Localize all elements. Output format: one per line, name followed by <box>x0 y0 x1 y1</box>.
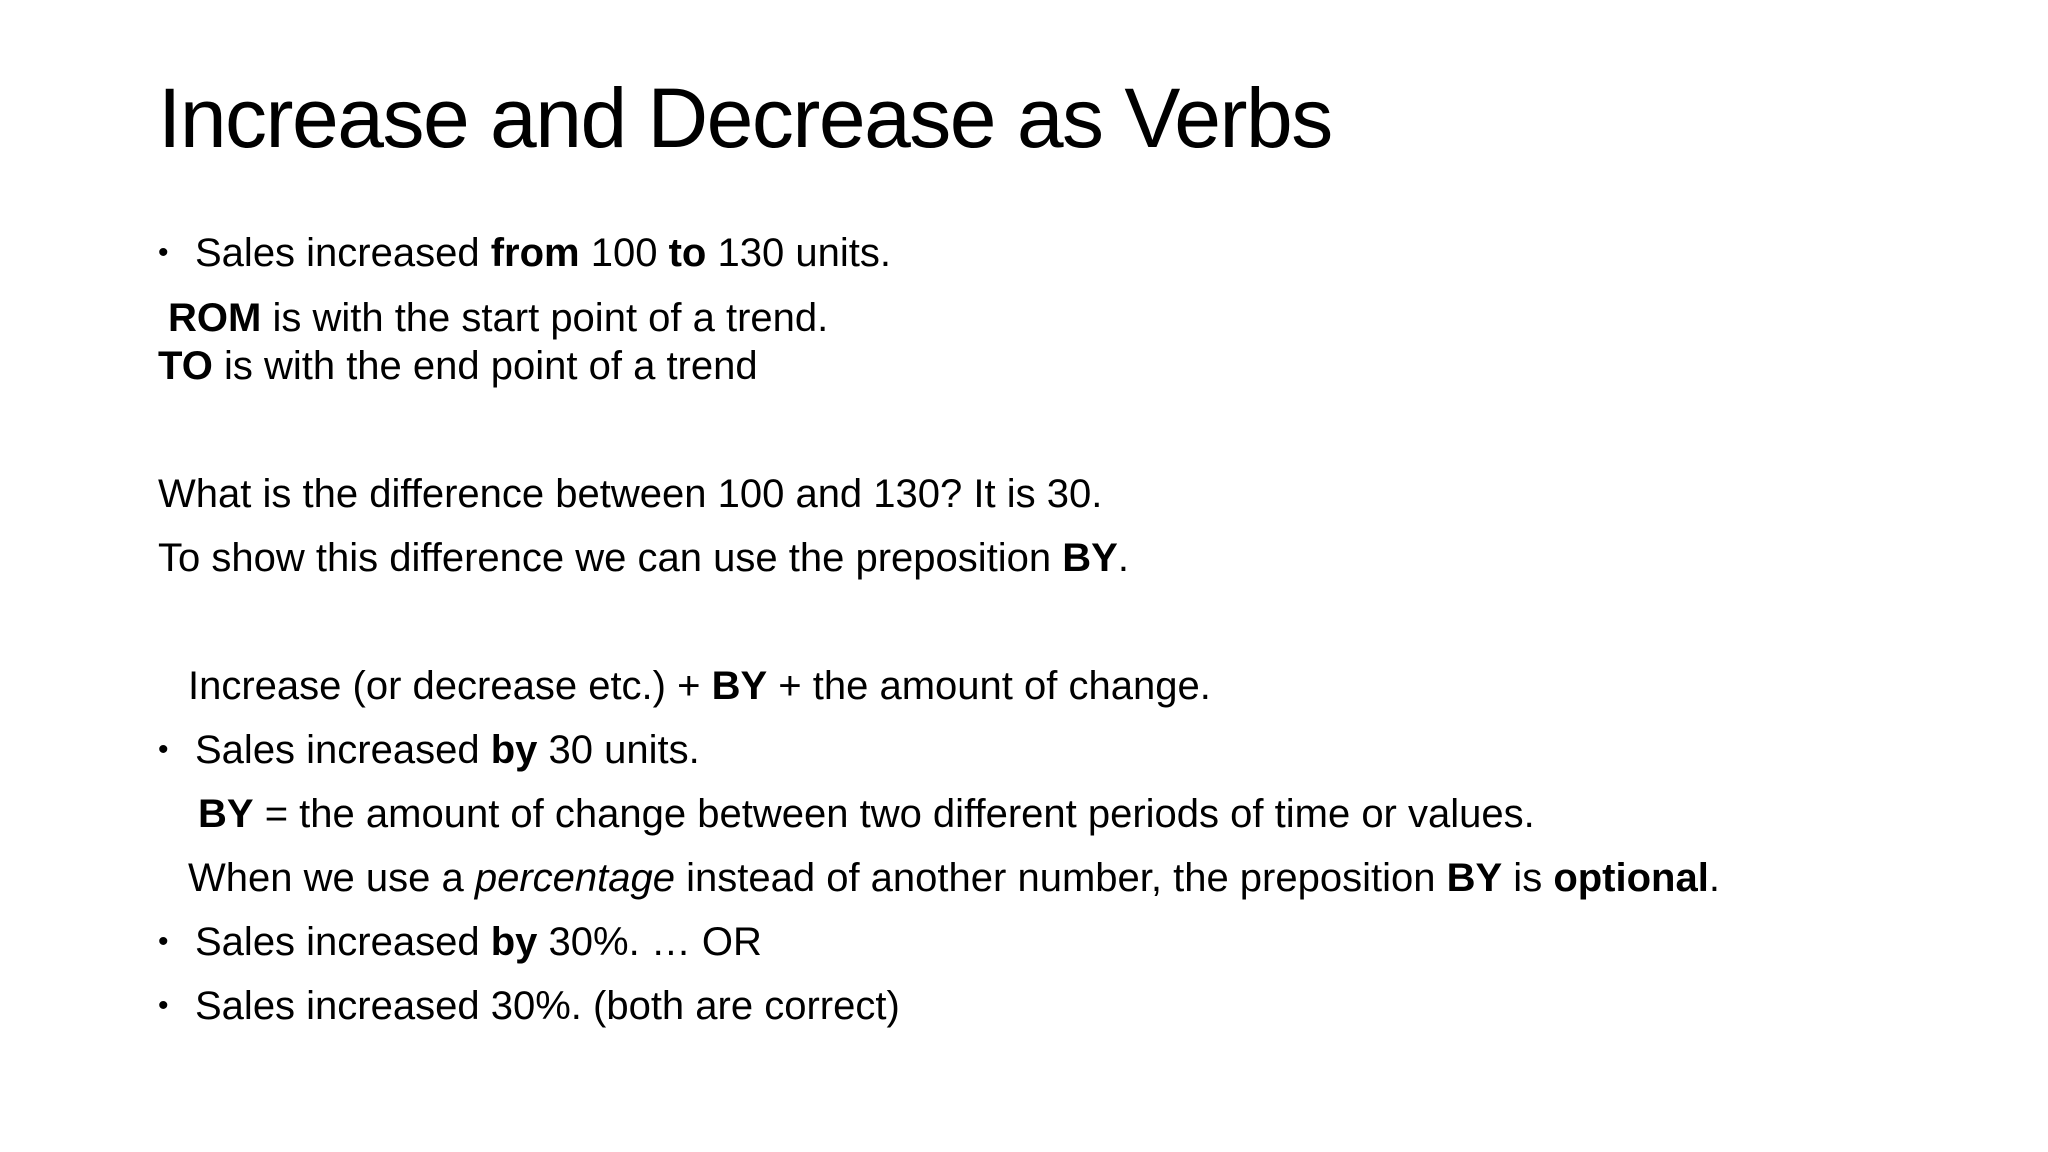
text-run: 100 <box>579 231 669 275</box>
bullet-by-units <box>195 725 700 775</box>
text-run: Increase (or decrease etc.) + <box>188 664 712 708</box>
bold-rom: ROM <box>168 296 262 340</box>
bold-optional: optional <box>1553 856 1709 900</box>
bold-from: from <box>490 231 580 275</box>
text-run: + the amount of change. <box>767 664 1211 708</box>
percentage-line <box>188 853 1720 903</box>
bold-by: by <box>490 920 538 964</box>
bold-by: by <box>490 728 538 772</box>
text-run: Sales increased <box>195 231 491 275</box>
text-run: 30 units. <box>537 728 700 772</box>
bullet-by-percent <box>195 917 762 967</box>
italic-percentage: percentage <box>474 856 675 900</box>
by-preposition-line <box>158 533 1129 583</box>
bullet-marker: • <box>158 236 169 269</box>
bold-to: TO <box>158 344 213 388</box>
text-run: = the amount of change between two different periods of time or values. <box>253 792 1535 836</box>
slide-title: Increase and Decrease as Verbs <box>158 71 1332 165</box>
text-run: instead of another number, the preposition <box>674 856 1447 900</box>
text-run: To show this difference we can use the preposition <box>158 536 1063 580</box>
bold-by: BY <box>198 792 254 836</box>
bullet-percent-no-by <box>195 981 900 1031</box>
bullet-marker: • <box>158 733 169 766</box>
text-run: Sales increased 30%. (both are correct) <box>195 984 900 1028</box>
bullet-marker: • <box>158 989 169 1022</box>
text-run: is with the end point of a trend <box>212 344 758 388</box>
bold-to: to <box>668 231 707 275</box>
text-run: 130 units. <box>706 231 891 275</box>
bold-by: BY <box>711 664 768 708</box>
bullet-from-to <box>195 228 891 278</box>
to-explanation <box>158 341 758 391</box>
text-run: What is the difference between 100 and 130? It is 30. <box>158 472 1103 516</box>
text-run: When we use a <box>188 856 475 900</box>
bold-by: BY <box>1062 536 1118 580</box>
bullet-marker: • <box>158 925 169 958</box>
text-run: . <box>1117 536 1129 580</box>
by-definition-line <box>198 789 1535 839</box>
from-explanation <box>168 293 828 343</box>
bold-by: BY <box>1446 856 1503 900</box>
text-run: is <box>1502 856 1554 900</box>
text-run: 30%. … OR <box>537 920 762 964</box>
difference-question <box>158 469 1102 519</box>
text-run: . <box>1708 856 1720 900</box>
formula-line <box>188 661 1211 711</box>
text-run: Sales increased <box>195 920 491 964</box>
text-run: Sales increased <box>195 728 491 772</box>
text-run: is with the start point of a trend. <box>261 296 829 340</box>
